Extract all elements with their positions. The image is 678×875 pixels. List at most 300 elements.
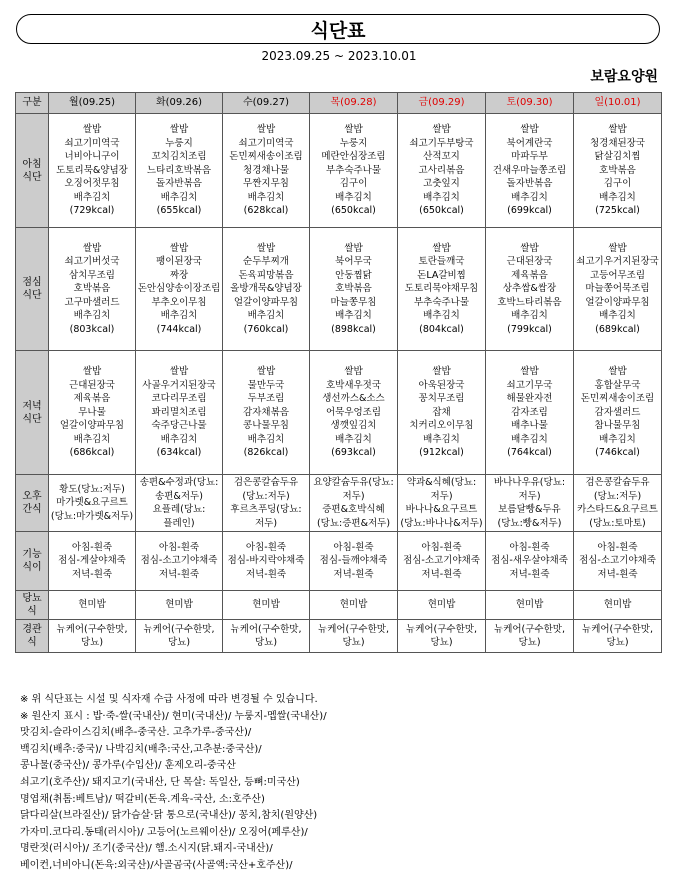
row-label: [16, 228, 49, 351]
menu-item: 쇠고기무국: [506, 379, 553, 391]
menu-item: 배추김치: [423, 191, 460, 203]
menu-item: (912kcal): [419, 447, 464, 459]
menu-item: 호박볶음: [335, 283, 372, 295]
menu-item: (689kcal): [595, 323, 640, 335]
menu-item: 안동찜닭: [335, 269, 372, 281]
menu-item: 오징어젓무침: [64, 178, 120, 190]
day-header: 토(09.30): [486, 93, 574, 114]
day-header: 화(09.26): [136, 93, 223, 114]
menu-item: 저녁-흰죽: [158, 568, 200, 580]
note-line: 백김치(배추:중국)/ 나박김치(배추:국산,고추분:중국산)/: [20, 743, 262, 755]
page-title: 식단표: [310, 19, 366, 42]
menu-item: 요플레(당뇨:플레인): [152, 504, 206, 529]
menu-item: (693kcal): [331, 447, 376, 459]
menu-item: 저녁-흰죽: [245, 568, 287, 580]
menu-item: 감자샐러드: [594, 406, 641, 418]
menu-cell: [136, 114, 223, 228]
menu-item: 배추김치: [160, 191, 198, 203]
menu-item: 뉴케어(구수한맛,당뇨): [318, 623, 389, 648]
menu-cell: [310, 591, 398, 620]
menu-item: 돌자반볶음: [506, 178, 553, 190]
menu-item: 카스타드&요구르트(당뇨:토마토): [577, 504, 658, 529]
menu-cell: [310, 620, 398, 653]
menu-item: (826kcal): [243, 447, 289, 459]
menu-item: 검은콩칼슘두유(당뇨:저두): [233, 477, 299, 502]
menu-item: 쌀밥: [82, 242, 102, 254]
menu-item: (650kcal): [419, 205, 464, 217]
menu-item: 얼갈이양파무침: [59, 420, 125, 432]
menu-item: 배추김치: [160, 433, 198, 445]
category-header: 구분: [16, 93, 49, 114]
menu-cell: [310, 114, 398, 228]
menu-cell: [223, 620, 310, 653]
menu-cell: [49, 475, 136, 532]
menu-item: 근대된장국: [69, 379, 115, 391]
menu-item: 쌀밥: [520, 124, 539, 136]
menu-item: 삼치무조림: [69, 269, 115, 281]
menu-cell: [49, 351, 136, 475]
menu-cell: [398, 228, 486, 351]
menu-item: 두부조림: [247, 393, 285, 405]
facility-name: 보람요양원: [590, 69, 658, 85]
menu-item: 쌀밥: [432, 366, 451, 378]
menu-cell: [574, 114, 662, 228]
menu-item: 점심-게살야채죽: [58, 555, 126, 567]
menu-item: 호박새우젓국: [325, 379, 382, 391]
menu-item: 쌀밥: [432, 242, 451, 254]
menu-item: (634kcal): [156, 447, 202, 459]
menu-item: 메란안심장조림: [321, 151, 386, 163]
menu-item: 쇠고기미역국: [238, 137, 294, 149]
menu-item: 뉴케어(구수한맛,당뇨): [56, 623, 128, 648]
menu-item: 청경채된장국: [589, 137, 646, 149]
menu-item: 바나나우유(당뇨:저두): [493, 477, 566, 502]
menu-item: 쇠고기두부탕국: [409, 137, 474, 149]
menu-item: 감자조림: [511, 406, 548, 418]
menu-item: 고등어무조림: [589, 269, 646, 281]
menu-item: 홍합살무국: [594, 379, 641, 391]
menu-item: 누룽지: [165, 137, 193, 149]
menu-item: 송편&수정과(당뇨:송편&저두): [139, 477, 219, 502]
menu-item: 꽁치무조림: [418, 393, 465, 405]
menu-item: 쌀밥: [344, 366, 363, 378]
menu-item: 부추오이무침: [151, 296, 207, 308]
note-line: 명란젓(러시아)/ 조기(중국산)/ 햄.소시지(닭.돼지-국내산)/: [20, 843, 273, 855]
menu-item: 배추김치: [511, 191, 548, 203]
menu-item: 배추김치: [73, 310, 111, 322]
menu-item: 쌀밥: [169, 242, 189, 254]
menu-cell: [398, 532, 486, 591]
menu-item: 현미밥: [515, 599, 544, 611]
row-label: [16, 351, 49, 475]
menu-item: (628kcal): [243, 205, 289, 217]
menu-item: 점심-바지락야채죽: [227, 555, 305, 567]
menu-item: 돈민찌새송이조림: [580, 393, 655, 405]
dinner-row: [16, 351, 662, 475]
menu-item: 배추김치: [599, 310, 636, 322]
menu-item: 고사리볶음: [418, 164, 465, 176]
menu-item: 마가렛&요구르트: [56, 497, 128, 509]
menu-item: 아침-흰죽: [509, 541, 550, 553]
menu-item: 쌀밥: [169, 124, 189, 136]
menu-item: 부추숙주나물: [325, 164, 382, 176]
menu-item: 현미밥: [603, 599, 632, 611]
menu-item: 황도(당뇨:저두): [59, 483, 125, 495]
menu-item: 증편&호박식혜(당뇨:증편&저두): [316, 504, 391, 529]
menu-item: 저녁-흰죽: [597, 568, 638, 580]
menu-item: 참나물무침: [594, 420, 641, 432]
note-line: 베이컨,너비아니(돈육:외국산)/사골곰국(사골액:국산+호주산)/: [20, 859, 293, 871]
row-label-line: 식단: [22, 171, 42, 183]
menu-item: 호박볶음: [599, 164, 636, 176]
menu-item: 저녁-흰죽: [333, 568, 374, 580]
menu-item: 얼갈이양파무침: [233, 296, 299, 308]
menu-cell: [49, 228, 136, 351]
menu-item: 점심-들깨야채죽: [319, 555, 388, 567]
menu-item: 상추쌈&쌈장: [502, 283, 557, 295]
menu-item: 배추김치: [247, 433, 285, 445]
menu-cell: [574, 351, 662, 475]
note-line: 닭다리살(브라질산)/ 닭가슴살·닭 통으로(국내산)/ 꽁치,참치(원양산): [20, 810, 318, 822]
menu-cell: [574, 475, 662, 532]
row-label: [16, 532, 49, 591]
menu-cell: [136, 475, 223, 532]
menu-item: 콩나물무침: [243, 420, 289, 432]
day-header: 수(09.27): [223, 93, 310, 114]
menu-item: 쌀밥: [256, 242, 276, 254]
menu-cell: [49, 620, 136, 653]
row-label-line: 식: [27, 637, 37, 648]
menu-cell: [486, 351, 574, 475]
menu-item: 쇠고기버섯국: [64, 256, 120, 268]
menu-item: 고구마샐러드: [64, 296, 120, 308]
row-label: [16, 591, 49, 620]
menu-item: 코다리무조림: [151, 393, 207, 405]
menu-item: 저녁-흰죽: [509, 568, 550, 580]
menu-item: 무짠지무침: [243, 178, 289, 190]
weekly-menu-table: [15, 92, 662, 653]
row-label-line: 오후: [22, 491, 42, 502]
menu-item: 현미밥: [427, 599, 456, 611]
row-label: [16, 475, 49, 532]
menu-item: 약과&식혜(당뇨:저두): [406, 477, 477, 502]
menu-item: 북어무국: [335, 256, 372, 268]
menu-cell: [223, 591, 310, 620]
menu-item: (760kcal): [243, 323, 289, 335]
menu-item: 쌀밥: [608, 242, 627, 254]
menu-cell: [136, 532, 223, 591]
menu-cell: [486, 620, 574, 653]
menu-cell: [136, 591, 223, 620]
menu-item: 팽이된장국: [156, 256, 202, 268]
menu-item: 현미밥: [339, 599, 368, 611]
menu-item: 돌자반볶음: [156, 178, 202, 190]
menu-item: 아침-흰죽: [421, 541, 462, 553]
menu-item: 생선까스&소스: [322, 393, 385, 405]
menu-item: 점심-새우살야채죽: [491, 555, 568, 567]
row-label-line: 식: [27, 606, 37, 617]
menu-item: 쌀밥: [169, 366, 189, 378]
menu-item: 꽈리멸치조림: [151, 406, 207, 418]
menu-item: 아침-흰죽: [245, 541, 287, 553]
menu-item: 쌀밥: [256, 366, 276, 378]
menu-item: 호박볶음: [73, 283, 111, 295]
menu-item: 쌀밥: [432, 124, 451, 136]
menu-cell: [398, 620, 486, 653]
menu-cell: [574, 620, 662, 653]
day-header: 월(09.25): [49, 93, 136, 114]
menu-item: 배추김치: [423, 433, 460, 445]
menu-item: 쌀밥: [82, 366, 102, 378]
row-label-line: 식단: [22, 413, 42, 425]
menu-item: (804kcal): [419, 323, 464, 335]
menu-item: 마늘쫑어묵조림: [585, 283, 650, 295]
menu-item: 건새우마늘쫑조림: [492, 164, 567, 176]
menu-item: 토란들깨국: [418, 256, 465, 268]
menu-item: 호박느타리볶음: [497, 296, 562, 308]
menu-item: 배추김치: [73, 191, 111, 203]
menu-item: 배추김치: [73, 433, 111, 445]
row-label-line: 저녁: [22, 400, 42, 412]
menu-item: 뉴케어(구수한맛,당뇨): [406, 623, 477, 648]
menu-item: 돈LA갈비찜: [417, 269, 466, 281]
menu-cell: [310, 228, 398, 351]
menu-cell: [398, 591, 486, 620]
menu-item: 점심-소고기야채죽: [140, 555, 218, 567]
menu-title-box: [16, 14, 660, 44]
menu-cell: [49, 114, 136, 228]
menu-item: 제육볶음: [73, 393, 111, 405]
menu-item: 배추김치: [599, 191, 636, 203]
menu-item: 뉴케어(구수한맛,당뇨): [143, 623, 215, 648]
menu-item: 잡채: [432, 406, 451, 418]
row-label: [16, 114, 49, 228]
note-line: 가자미.코다리.동태(러시아)/ 고등어(노르웨이산)/ 오징어(페루산)/: [20, 826, 308, 838]
menu-item: 배추김치: [247, 191, 285, 203]
menu-item: 현미밥: [252, 599, 280, 611]
menu-item: 닭살김치찜: [594, 151, 641, 163]
menu-item: (764kcal): [507, 447, 552, 459]
menu-item: (686kcal): [69, 447, 115, 459]
menu-cell: [574, 591, 662, 620]
menu-item: 저녁-흰죽: [421, 568, 462, 580]
menu-item: (당뇨:마가렛&저두): [50, 510, 134, 522]
menu-cell: [310, 532, 398, 591]
menu-item: 제육볶음: [511, 269, 548, 281]
menu-item: 너비아니구이: [64, 151, 120, 163]
row-label-line: 식이: [22, 562, 42, 573]
menu-item: 배추김치: [599, 433, 636, 445]
menu-cell: [223, 475, 310, 532]
row-label-line: 경관: [22, 624, 42, 635]
day-header: 금(09.29): [398, 93, 486, 114]
menu-item: 생깻잎김치: [330, 420, 377, 432]
menu-item: 점심-소고기야채죽: [403, 555, 480, 567]
menu-item: 산적꼬지: [423, 151, 460, 163]
menu-item: 김구이: [339, 178, 368, 190]
menu-item: 보름달빵&두유(당뇨:빵&저두): [497, 504, 562, 529]
menu-cell: [486, 591, 574, 620]
menu-cell: [486, 228, 574, 351]
menu-item: (803kcal): [69, 323, 115, 335]
menu-item: 치커리오이무침: [409, 420, 474, 432]
menu-item: 뉴케어(구수한맛,당뇨): [494, 623, 565, 648]
menu-item: 배추김치: [335, 191, 372, 203]
menu-item: 후르츠푸딩(당뇨:저두): [230, 504, 302, 529]
note-line: ※ 원산지 표시 : 밥·죽-쌀(국내산)/ 현미(국내산)/ 누룽지-멥쌀(국내산)/: [20, 710, 327, 722]
menu-item: 사골우거지된장국: [142, 379, 216, 391]
menu-item: 쌀밥: [608, 124, 627, 136]
day-header: 목(09.28): [310, 93, 398, 114]
menu-cell: [223, 351, 310, 475]
menu-item: 청경채나물: [243, 164, 289, 176]
note-line: 명엽채(취톰:베트남)/ 떡갈비(돈육.계육-국산, 소:호주산): [20, 793, 265, 805]
menu-item: 현미밥: [78, 599, 106, 611]
menu-item: 아욱된장국: [418, 379, 465, 391]
menu-item: 저녁-흰죽: [71, 568, 113, 580]
menu-cell: [486, 532, 574, 591]
menu-item: 고춧잎지: [423, 178, 460, 190]
menu-item: 얼갈이양파무침: [585, 296, 650, 308]
menu-item: 배추김치: [247, 310, 285, 322]
date-range: 2023.09.25 ~ 2023.10.01: [261, 49, 417, 63]
menu-item: (729kcal): [69, 205, 115, 217]
menu-cell: [398, 114, 486, 228]
menu-item: 쌀밥: [344, 124, 363, 136]
menu-cell: [136, 620, 223, 653]
note-line: 맛김치-슬라이스김치(배추-중국산. 고추가루-중국산)/: [20, 727, 252, 739]
menu-item: 쌀밥: [520, 242, 539, 254]
menu-item: (650kcal): [331, 205, 376, 217]
menu-item: 쇠고기우거지된장국: [576, 256, 659, 268]
row-label-line: 점심: [22, 277, 42, 288]
menu-item: (725kcal): [595, 205, 640, 217]
menu-item: 꼬치김치조림: [151, 151, 207, 163]
menu-item: 해물완자전: [506, 393, 553, 405]
menu-item: 쌀밥: [608, 366, 627, 378]
day-header: 일(10.01): [574, 93, 662, 114]
menu-item: 아침-흰죽: [597, 541, 638, 553]
menu-item: 김구이: [603, 178, 632, 190]
menu-item: 점심-소고기야채죽: [579, 555, 656, 567]
menu-item: 현미밥: [165, 599, 193, 611]
row-label-line: 당뇨: [22, 593, 42, 604]
note-line: 콩나물(중국산)/ 콩가루(수입산)/ 훈제오리-중국산: [20, 760, 236, 772]
lunch-row: [16, 228, 662, 351]
menu-item: 아침-흰죽: [71, 541, 113, 553]
menu-item: 올방개묵&양념장: [230, 283, 302, 295]
menu-cell: [486, 475, 574, 532]
menu-cell: [49, 532, 136, 591]
menu-item: (746kcal): [595, 447, 640, 459]
menu-cell: [136, 228, 223, 351]
note-line: ※ 위 식단표는 시설 및 식자재 수급 사정에 따라 변경될 수 있습니다.: [20, 694, 318, 705]
menu-item: 누룽지: [339, 137, 368, 149]
menu-item: (799kcal): [507, 323, 552, 335]
menu-item: 느타리호박볶음: [146, 164, 212, 176]
menu-item: 배추김치: [335, 433, 372, 445]
row-label-line: 아침: [22, 158, 42, 170]
menu-item: 배추김치: [511, 310, 548, 322]
menu-item: (699kcal): [507, 205, 552, 217]
menu-item: 배추김치: [335, 310, 372, 322]
menu-item: 쌀밥: [520, 366, 539, 378]
menu-item: 배추김치: [511, 433, 548, 445]
menu-item: (744kcal): [156, 323, 202, 335]
menu-item: 물만두국: [247, 379, 285, 391]
tube-feeding-row: [16, 620, 662, 653]
menu-item: 돈안심양송이장조림: [137, 283, 221, 295]
menu-item: 뉴케어(구수한맛,당뇨): [582, 623, 653, 648]
menu-item: 돈민찌새송이조림: [229, 151, 303, 163]
menu-item: 뉴케어(구수한맛,당뇨): [230, 623, 302, 648]
menu-cell: [398, 475, 486, 532]
special-diet-row: [16, 532, 662, 591]
breakfast-row: [16, 114, 662, 228]
note-line: 쇠고기(호주산)/ 돼지고기(국내산, 단 목살: 독일산, 등뼈:미국산): [20, 776, 300, 788]
menu-item: 어묵우엉조림: [325, 406, 382, 418]
row-label-line: 기능: [22, 549, 42, 560]
menu-cell: [49, 591, 136, 620]
header-row: [16, 93, 662, 114]
row-label-line: 식단: [22, 290, 42, 301]
menu-item: 마늘쫑무침: [330, 296, 377, 308]
menu-cell: [136, 351, 223, 475]
menu-cell: [486, 114, 574, 228]
menu-cell: [310, 351, 398, 475]
row-label-line: 간식: [22, 504, 42, 515]
menu-cell: [574, 228, 662, 351]
menu-cell: [223, 228, 310, 351]
menu-item: 도토리묵&양념장: [56, 164, 128, 176]
menu-cell: [398, 351, 486, 475]
diabetic-diet-row: [16, 591, 662, 620]
menu-item: 부추숙주나물: [413, 296, 470, 308]
snack-row: [16, 475, 662, 532]
menu-item: 바나나&요구르트(당뇨:바나나&저두): [400, 504, 483, 529]
menu-item: 북어계란국: [506, 137, 553, 149]
menu-cell: [223, 532, 310, 591]
menu-item: 배추김치: [160, 310, 198, 322]
menu-item: 짜장: [169, 269, 189, 281]
menu-item: (898kcal): [331, 323, 376, 335]
menu-item: 쌀밥: [344, 242, 363, 254]
menu-item: 배추김치: [423, 310, 460, 322]
menu-item: 마파두부: [511, 151, 548, 163]
menu-item: 쌀밥: [82, 124, 102, 136]
menu-cell: [574, 532, 662, 591]
menu-cell: [223, 114, 310, 228]
row-label: [16, 620, 49, 653]
menu-cell: [310, 475, 398, 532]
menu-item: 숙주당근나물: [151, 420, 207, 432]
menu-item: 쇠고기미역국: [64, 137, 120, 149]
menu-item: 도토리묵야채무침: [404, 283, 479, 295]
menu-item: 아침-흰죽: [158, 541, 200, 553]
menu-item: (655kcal): [156, 205, 202, 217]
menu-item: 요양칼슘두유(당뇨:저두): [313, 477, 394, 502]
menu-item: 근대된장국: [506, 256, 553, 268]
menu-item: 쌀밥: [256, 124, 276, 136]
menu-item: 무나물: [78, 406, 106, 418]
menu-item: 감자채볶음: [243, 406, 289, 418]
menu-item: 배추나물: [511, 420, 548, 432]
notes-section: [20, 692, 670, 875]
menu-item: 아침-흰죽: [333, 541, 374, 553]
menu-item: 검은콩칼슘두유(당뇨:저두): [585, 477, 650, 502]
menu-item: 순두부찌개: [243, 256, 289, 268]
menu-item: 돈육피망볶음: [238, 269, 294, 281]
